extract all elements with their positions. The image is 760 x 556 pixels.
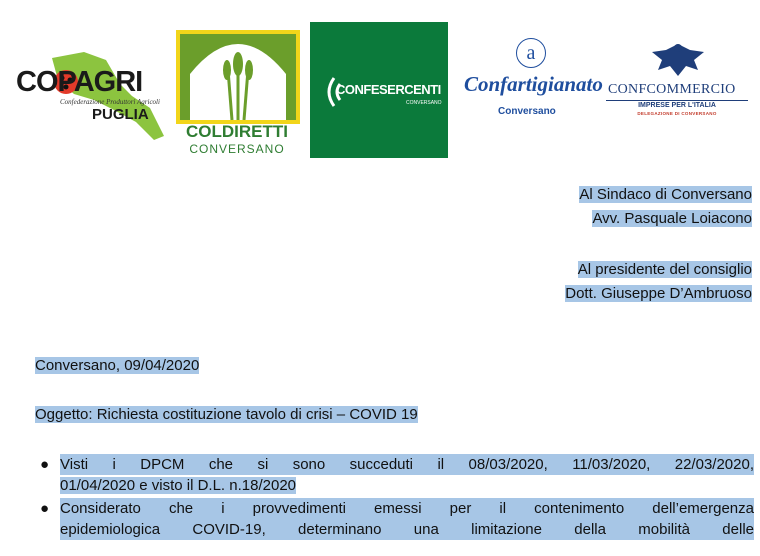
recipient-line: Al presidente del consiglio — [577, 261, 752, 278]
confartigianato-city: Conversano — [498, 106, 556, 117]
confartigianato-logo — [464, 38, 604, 128]
date-text: Conversano, 09/04/2020 — [35, 357, 200, 374]
confcommercio-delegation: DELEGAZIONE DI CONVERSANO — [637, 111, 717, 116]
date-line — [35, 357, 199, 374]
confesercenti-city: CONVERSANO — [406, 100, 442, 106]
recipient-line: Dott. Giuseppe D’Ambruoso — [565, 285, 752, 302]
recipient-council-president — [565, 258, 752, 306]
recipient-line: Avv. Pasquale Loiacono — [592, 210, 752, 227]
bullet-icon: ● — [40, 500, 50, 517]
list-item-line: Visti i DPCM che si sono succeduti il 08/03/2020, 11/03/2020, 22/03/2020, — [60, 456, 754, 473]
coldiretti-city: CONVERSANO — [189, 142, 285, 156]
copagri-wordmark: COPAGRI — [16, 66, 143, 98]
confcommercio-wordmark: CONFCOMMERCIO — [608, 82, 736, 97]
logo-header — [0, 0, 760, 170]
wheat-icon — [180, 34, 296, 120]
list-item — [40, 454, 754, 496]
recipient-line: Al Sindaco di Conversano — [579, 186, 752, 203]
list-item-line: 01/04/2020 e visto il D.L. n.18/2020 — [60, 477, 297, 494]
confesercenti-wordmark: CONFESERCENTI — [336, 82, 441, 97]
confartigianato-wordmark: Confartigianato — [464, 72, 603, 96]
copagri-logo — [14, 50, 166, 142]
confartigianato-symbol-icon: a — [516, 38, 546, 68]
subject-line — [35, 406, 418, 423]
copagri-region: PUGLIA — [92, 106, 149, 123]
recipient-mayor — [579, 183, 752, 231]
confcommercio-tagline: IMPRESE PER L'ITALIA — [606, 100, 748, 109]
subject-text: Oggetto: Richiesta costituzione tavolo di crisi – COVID 19 — [35, 406, 418, 423]
copagri-subtitle: Confederazione Produttori Agricoli — [60, 98, 160, 106]
coldiretti-wordmark: COLDIRETTI — [186, 122, 288, 141]
list-item-line: epidemiologica COVID-19, determinano una limitazione della mobilità delle — [60, 521, 754, 538]
coldiretti-logo — [172, 26, 302, 156]
premises-list — [40, 454, 754, 542]
coldiretti-emblem — [176, 30, 300, 124]
eagle-icon — [604, 40, 752, 80]
bullet-icon: ● — [40, 456, 50, 473]
confesercenti-logo — [310, 22, 448, 158]
confcommercio-logo — [604, 40, 752, 130]
list-item — [40, 498, 754, 540]
list-item-line: Considerato che i provvedimenti emessi per il contenimento dell’emergenza — [60, 500, 754, 517]
